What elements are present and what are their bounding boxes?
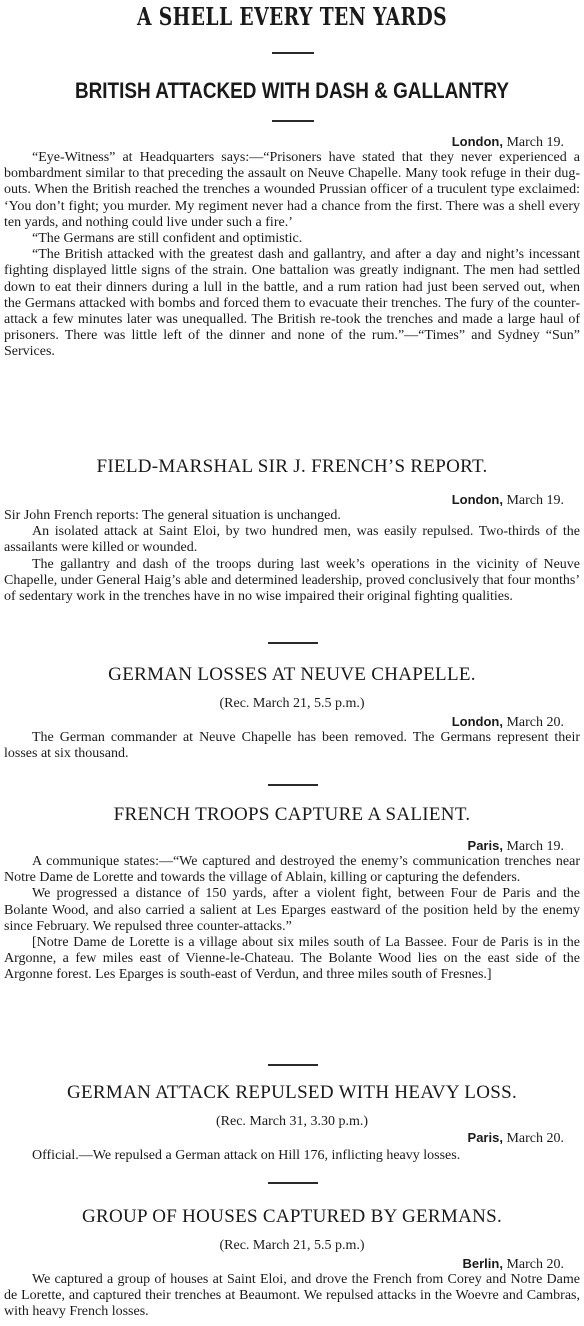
- divider-rule: [272, 52, 314, 54]
- received-note: (Rec. March 21, 5.5 p.m.): [219, 696, 365, 711]
- paragraph: [Notre Dame de Lorette is a village about six miles south of La Bassee. Four de Paris is in the Argonne, a few miles east of Vienne-le-Chateau. The Bolante Wood lies on the east side of the Argonne forest. Les Eparges is south-east of Verdun, and three miles south of Fresnes.]: [4, 935, 580, 983]
- paragraph: We progressed a distance of 150 yards, after a violent fight, between Four de Paris and the Bolante Wood, and also carried a salient at Les Eparges eastward of the position held by the enemy since February. We repulsed three counter-attacks.”: [4, 886, 580, 934]
- article-body: [4, 1148, 580, 1164]
- dateline-date: March 19.: [506, 839, 564, 854]
- main-headline: A SHELL EVERY TEN YARDS: [136, 2, 448, 31]
- divider-rule: [268, 784, 318, 786]
- dateline-place: London,: [451, 714, 503, 729]
- dateline: [452, 714, 564, 731]
- dateline-place: London,: [451, 492, 503, 507]
- dateline-date: March 20.: [506, 1257, 564, 1272]
- paragraph: “The British attacked with the greatest dash and gallantry, and after a day and night’s incessant fighting displayed little signs of the strain. One battalion was greatly indignant. The men had settled down to eat their dinners during a lull in the battle, and a rum ration had just been served out, when the Germans attacked with bombs and forced them to evacuate their trenches. The fury of the counter-attack a few minutes later was unequalled. The British re-took the trenches and made a large haul of prisoners. There was little left of the dinner and none of the rum.”—“Times” and Sydney “Sun” Services.: [4, 247, 580, 360]
- article-body: [4, 730, 580, 762]
- divider-rule: [268, 1182, 318, 1184]
- section-title: GERMAN LOSSES AT NEUVE CHAPELLE.: [108, 664, 476, 685]
- received-note: (Rec. March 31, 3.30 p.m.): [215, 1114, 369, 1129]
- dateline-date: March 20.: [506, 715, 564, 730]
- paragraph: The gallantry and dash of the troops during last week’s operations in the vicinity of Neuve Chapelle, under General Haig’s able and determined leadership, proved conclusively that four months’ of sedentary work in the trenches have in no wise impaired their original fighting qualities.: [4, 556, 580, 605]
- section-title: GERMAN ATTACK REPULSED WITH HEAVY LOSS.: [66, 1082, 518, 1103]
- received-note: (Rec. March 21, 5.5 p.m.): [219, 1238, 365, 1253]
- article-body: [4, 508, 580, 605]
- section-title: FRENCH TROOPS CAPTURE A SALIENT.: [113, 804, 471, 825]
- dateline-date: March 19.: [506, 135, 564, 150]
- dateline-place: Paris,: [467, 1130, 503, 1145]
- dateline-place: Berlin,: [462, 1256, 503, 1271]
- divider-rule: [272, 120, 314, 122]
- paragraph: The German commander at Neuve Chapelle has been removed. The Germans represent their losses at six thousand.: [4, 730, 580, 762]
- divider-rule: [268, 642, 318, 644]
- paragraph: We captured a group of houses at Saint Eloi, and drove the French from Corey and Notre Dame de Lorette, and captured their trenches at Beaumont. We repulsed attacks in the Woevre and Cambras, with heavy French losses.: [4, 1272, 580, 1320]
- dateline: [468, 838, 564, 855]
- dateline-date: March 20.: [506, 1131, 564, 1146]
- paragraph: “Eye-Witness” at Headquarters says:—“Prisoners have stated that they never experienced a bombardment similar to that preceding the assault on Neuve Chapelle. Many took refuge in their dug-outs. When the British reached the trenches a wounded Prussian officer of a truculent type exclaimed: ‘You don’t fight; you murder. My regiment never had a chance from the first. There was a shell every ten yards, and nothing could live under such a fire.’: [4, 150, 580, 230]
- paragraph: A communique states:—“We captured and destroyed the enemy’s communication trenches near Notre Dame de Lorette and towards the village of Ablain, killing or capturing the defenders.: [4, 854, 580, 886]
- dateline-place: Paris,: [467, 838, 503, 853]
- section-title: GROUP OF HOUSES CAPTURED BY GERMANS.: [81, 1206, 503, 1227]
- sub-headline: BRITISH ATTACKED WITH DASH & GALLANTRY: [74, 78, 510, 103]
- dateline: [462, 1256, 564, 1273]
- paragraph: “The Germans are still confident and optimistic.: [32, 231, 303, 247]
- dateline: [452, 492, 564, 509]
- paragraph: An isolated attack at Saint Eloi, by two hundred men, was easily repulsed. Two-thirds of the assailants were killed or wounded.: [4, 524, 580, 556]
- article-body: [4, 150, 580, 361]
- divider-rule: [268, 1064, 318, 1066]
- paragraph: Official.—We repulsed a German attack on Hill 176, inflicting heavy losses.: [32, 1148, 461, 1163]
- dateline: [452, 134, 564, 151]
- dateline: [468, 1130, 564, 1147]
- dateline-date: March 19.: [506, 493, 564, 508]
- section-title: FIELD-MARSHAL SIR J. FRENCH’S REPORT.: [96, 456, 488, 477]
- article-body: [4, 1272, 580, 1321]
- article-body: [4, 854, 580, 984]
- paragraph: Sir John French reports: The general situation is unchanged.: [4, 508, 341, 523]
- dateline-place: London,: [451, 134, 503, 149]
